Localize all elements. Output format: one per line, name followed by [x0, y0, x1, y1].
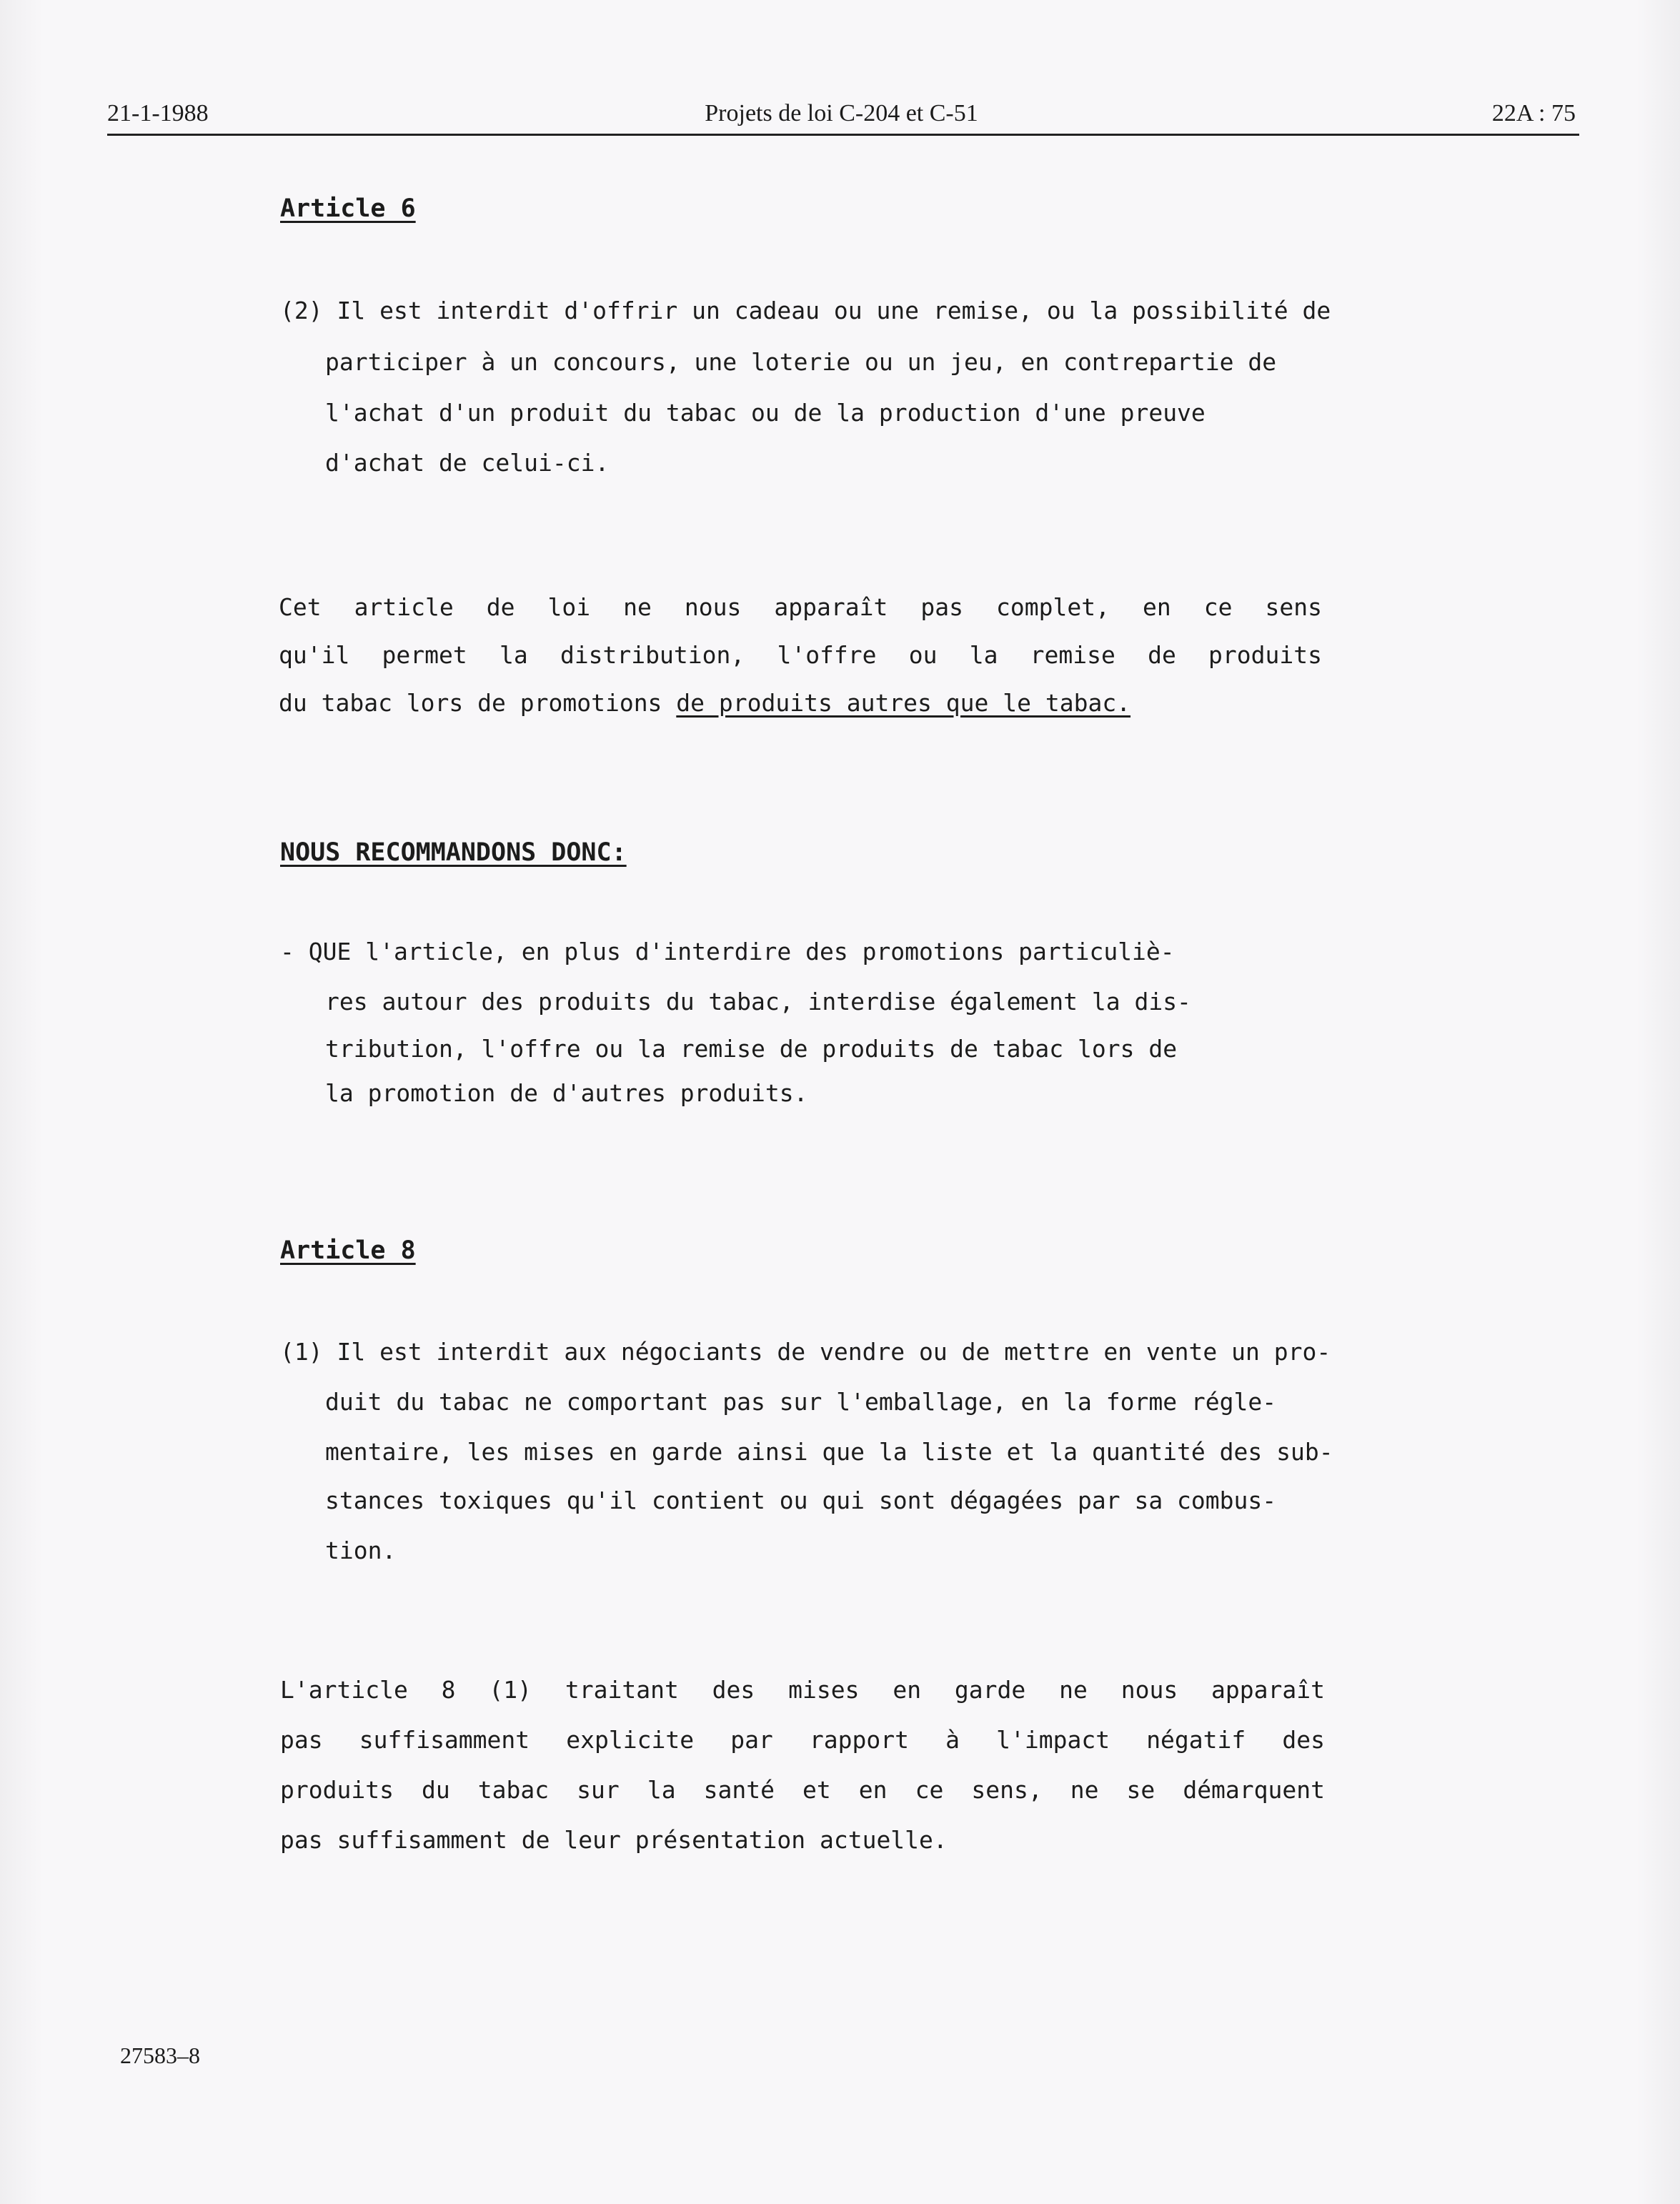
- comment1-line-3: [279, 689, 1130, 717]
- header-title: Projets de loi C-204 et C-51: [705, 100, 978, 126]
- comment1-line-3-underlined: de produits autres que le tabac.: [676, 689, 1131, 717]
- article8-line-5: tion.: [325, 1537, 397, 1564]
- article8-line-4: stances toxiques qu'il contient ou qui sont dégagées par sa combus-: [325, 1486, 1277, 1514]
- comment1-line-3-start: du tabac lors de promotions: [279, 689, 677, 717]
- comment1-line-2: qu'il permet la distribution, l'offre ou la remise de produits: [279, 641, 1322, 669]
- recommendation-line-1: - QUE l'article, en plus d'interdire des promotions particuliè-: [280, 938, 1175, 966]
- comment2-line-2: pas suffisamment explicite par rapport à l'impact négatif des: [280, 1726, 1325, 1754]
- article6-line-3: l'achat d'un produit du tabac ou de la production d'une preuve: [325, 399, 1206, 427]
- header-page-ref: 22A : 75: [1491, 100, 1576, 126]
- recommendation-line-3: tribution, l'offre ou la remise de produits de tabac lors de: [325, 1035, 1178, 1063]
- article8-line-3: mentaire, les mises en garde ainsi que la liste et la quantité des sub-: [325, 1438, 1333, 1466]
- header-date: 21-1-1988: [107, 100, 209, 126]
- comment2-line-4: pas suffisamment de leur présentation actuelle.: [280, 1826, 948, 1854]
- article6-line-4: d'achat de celui-ci.: [325, 449, 610, 477]
- footer-code: 27583–8: [120, 2042, 200, 2068]
- article6-heading: Article 6: [280, 194, 416, 223]
- recommendation-line-4: la promotion de d'autres produits.: [325, 1079, 808, 1107]
- article6-line-2: participer à un concours, une loterie ou un jeu, en contrepartie de: [325, 348, 1277, 376]
- article8-line-2: duit du tabac ne comportant pas sur l'emballage, en la forme régle-: [325, 1388, 1277, 1416]
- recommendation-heading: NOUS RECOMMANDONS DONC:: [280, 838, 627, 867]
- header-rule: [107, 134, 1579, 136]
- article8-line-1: (1) Il est interdit aux négociants de vendre ou de mettre en vente un pro-: [280, 1338, 1331, 1366]
- page-header: [107, 100, 1576, 136]
- comment1-line-1: Cet article de loi ne nous apparaît pas complet, en ce sens: [279, 593, 1322, 621]
- article6-line-1: (2) Il est interdit d'offrir un cadeau ou une remise, ou la possibilité de: [280, 297, 1331, 324]
- article8-heading: Article 8: [280, 1236, 416, 1265]
- recommendation-line-2: res autour des produits du tabac, interdise également la dis-: [325, 988, 1191, 1016]
- comment2-line-1: L'article 8 (1) traitant des mises en garde ne nous apparaît: [280, 1676, 1325, 1704]
- comment2-line-3: produits du tabac sur la santé et en ce sens, ne se démarquent: [280, 1776, 1325, 1804]
